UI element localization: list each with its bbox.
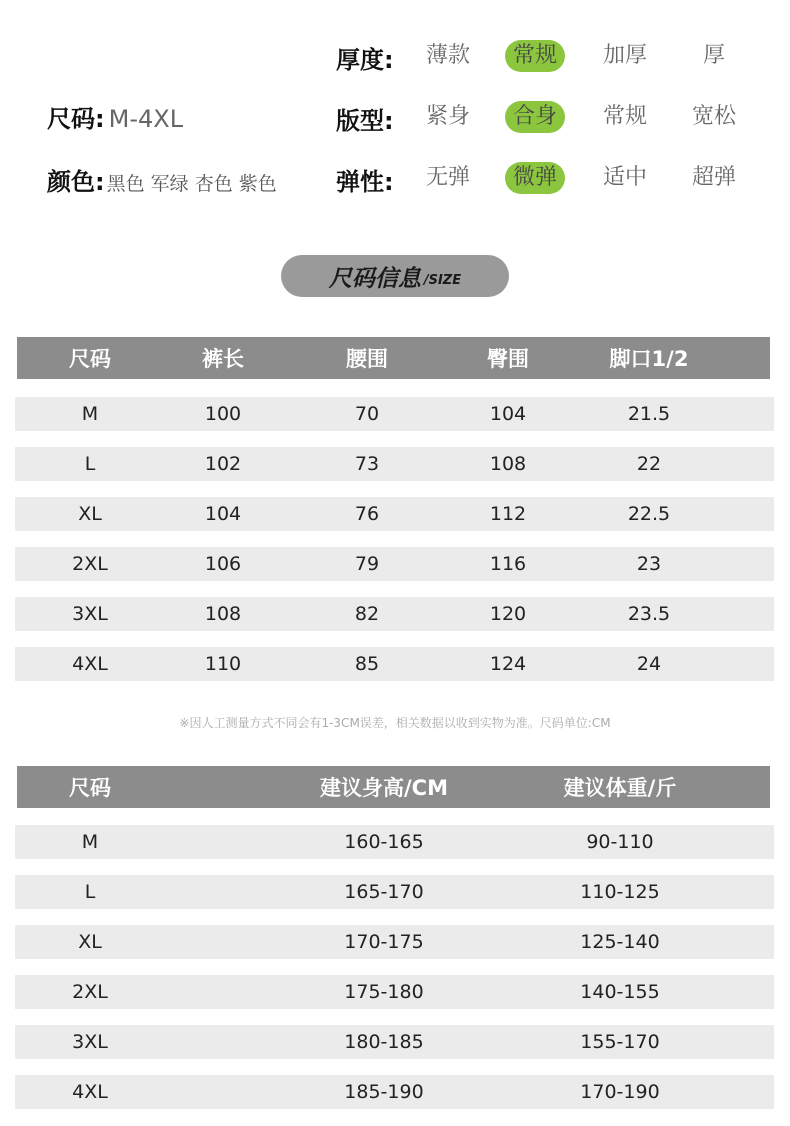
thickness-option: 厚 — [702, 43, 725, 68]
table-row — [15, 975, 774, 1009]
table-cell: 155-170 — [580, 1031, 660, 1053]
thickness-option-selected: 常规 — [505, 40, 565, 72]
header-cell: 建议体重/斤 — [563, 776, 677, 800]
table-cell: 110 — [204, 653, 242, 675]
table-cell: 120 — [489, 603, 527, 625]
elasticity-label: 弹性: — [336, 168, 394, 196]
table-cell: 82 — [354, 603, 380, 625]
fit-options — [0, 101, 790, 133]
header-cell: 尺码 — [69, 776, 111, 800]
elasticity-options — [0, 162, 790, 194]
table-cell: 108 — [489, 453, 527, 475]
table-cell: 3XL — [72, 1031, 108, 1053]
table-row — [15, 647, 774, 681]
table-row — [15, 1025, 774, 1059]
table-cell: L — [84, 881, 96, 903]
table-cell: 22 — [636, 453, 662, 475]
table-header — [17, 337, 770, 379]
fit-label: 版型: — [336, 107, 394, 135]
table-cell: 102 — [204, 453, 242, 475]
table-cell: 112 — [489, 503, 527, 525]
table-row — [15, 597, 774, 631]
table-cell: 22.5 — [627, 503, 671, 525]
fit-option: 常规 — [602, 104, 647, 129]
table-cell: 3XL — [72, 603, 108, 625]
fit-option-selected: 合身 — [505, 101, 565, 133]
table-cell: 165-170 — [344, 881, 424, 903]
table-row — [15, 925, 774, 959]
table-row — [15, 547, 774, 581]
size-label: 尺码: — [47, 105, 105, 133]
thickness-options — [0, 40, 790, 72]
size-info-subtitle: /SIZE — [423, 272, 462, 288]
color-label: 颜色: — [47, 168, 105, 196]
table-cell: 160-165 — [344, 831, 424, 853]
table-cell: M — [81, 831, 99, 853]
table-cell: 76 — [354, 503, 380, 525]
table-cell: 21.5 — [627, 403, 671, 425]
header-cell: 建议身高/CM — [320, 776, 448, 800]
table-cell: 85 — [354, 653, 380, 675]
table-cell: 2XL — [72, 981, 108, 1003]
elasticity-option: 超弹 — [691, 165, 736, 190]
table-cell: 170-175 — [344, 931, 424, 953]
table-cell: 23.5 — [627, 603, 671, 625]
header-cell: 尺码 — [69, 347, 111, 371]
header-cell: 脚口1/2 — [609, 347, 689, 371]
table-cell: 4XL — [72, 1081, 108, 1103]
table-row — [15, 397, 774, 431]
table-cell: 175-180 — [344, 981, 424, 1003]
table-row — [15, 497, 774, 531]
table-cell: 70 — [354, 403, 380, 425]
table-cell: 2XL — [72, 553, 108, 575]
size-value: M-4XL — [108, 105, 184, 133]
elasticity-option: 无弹 — [425, 165, 470, 190]
table-cell: 23 — [636, 553, 662, 575]
table-cell: 140-155 — [580, 981, 660, 1003]
header-cell: 腰围 — [346, 347, 388, 371]
table-cell: 125-140 — [580, 931, 660, 953]
table-cell: 90-110 — [586, 831, 654, 853]
table-cell: 116 — [489, 553, 527, 575]
table-cell: 124 — [489, 653, 527, 675]
size-info-title: 尺码信息 — [328, 265, 421, 292]
table-cell: 108 — [204, 603, 242, 625]
table-cell: 24 — [636, 653, 662, 675]
thickness-option: 加厚 — [602, 43, 647, 68]
table-row — [15, 875, 774, 909]
table-cell: 79 — [354, 553, 380, 575]
size-info-badge — [281, 255, 509, 297]
table-cell: 185-190 — [344, 1081, 424, 1103]
table-cell: L — [84, 453, 96, 475]
table-cell: 180-185 — [344, 1031, 424, 1053]
table-row — [15, 447, 774, 481]
elasticity-option: 适中 — [602, 165, 647, 190]
table-cell: 73 — [354, 453, 380, 475]
table-row — [15, 825, 774, 859]
table-header — [17, 766, 770, 808]
table-cell: 110-125 — [580, 881, 660, 903]
table-cell: M — [81, 403, 99, 425]
elasticity-option-selected: 微弹 — [505, 162, 565, 194]
thickness-label: 厚度: — [336, 46, 394, 74]
table-cell: 4XL — [72, 653, 108, 675]
header-cell: 臀围 — [487, 347, 529, 371]
header-cell: 裤长 — [202, 347, 244, 371]
table-row — [15, 1075, 774, 1109]
table-cell: 170-190 — [580, 1081, 660, 1103]
fit-option: 紧身 — [425, 104, 470, 129]
table-cell: 104 — [204, 503, 242, 525]
table-cell: 106 — [204, 553, 242, 575]
measurement-note: ※因人工测量方式不同会有1-3CM误差，相关数据以收到实物为准。尺码单位:CM — [179, 716, 611, 730]
table-cell: 104 — [489, 403, 527, 425]
table-cell: XL — [78, 931, 102, 953]
color-value: 黑色 军绿 杏色 紫色 — [106, 173, 277, 195]
thickness-option: 薄款 — [425, 43, 470, 68]
table-cell: 100 — [204, 403, 242, 425]
fit-option: 宽松 — [691, 104, 736, 129]
table-cell: XL — [78, 503, 102, 525]
